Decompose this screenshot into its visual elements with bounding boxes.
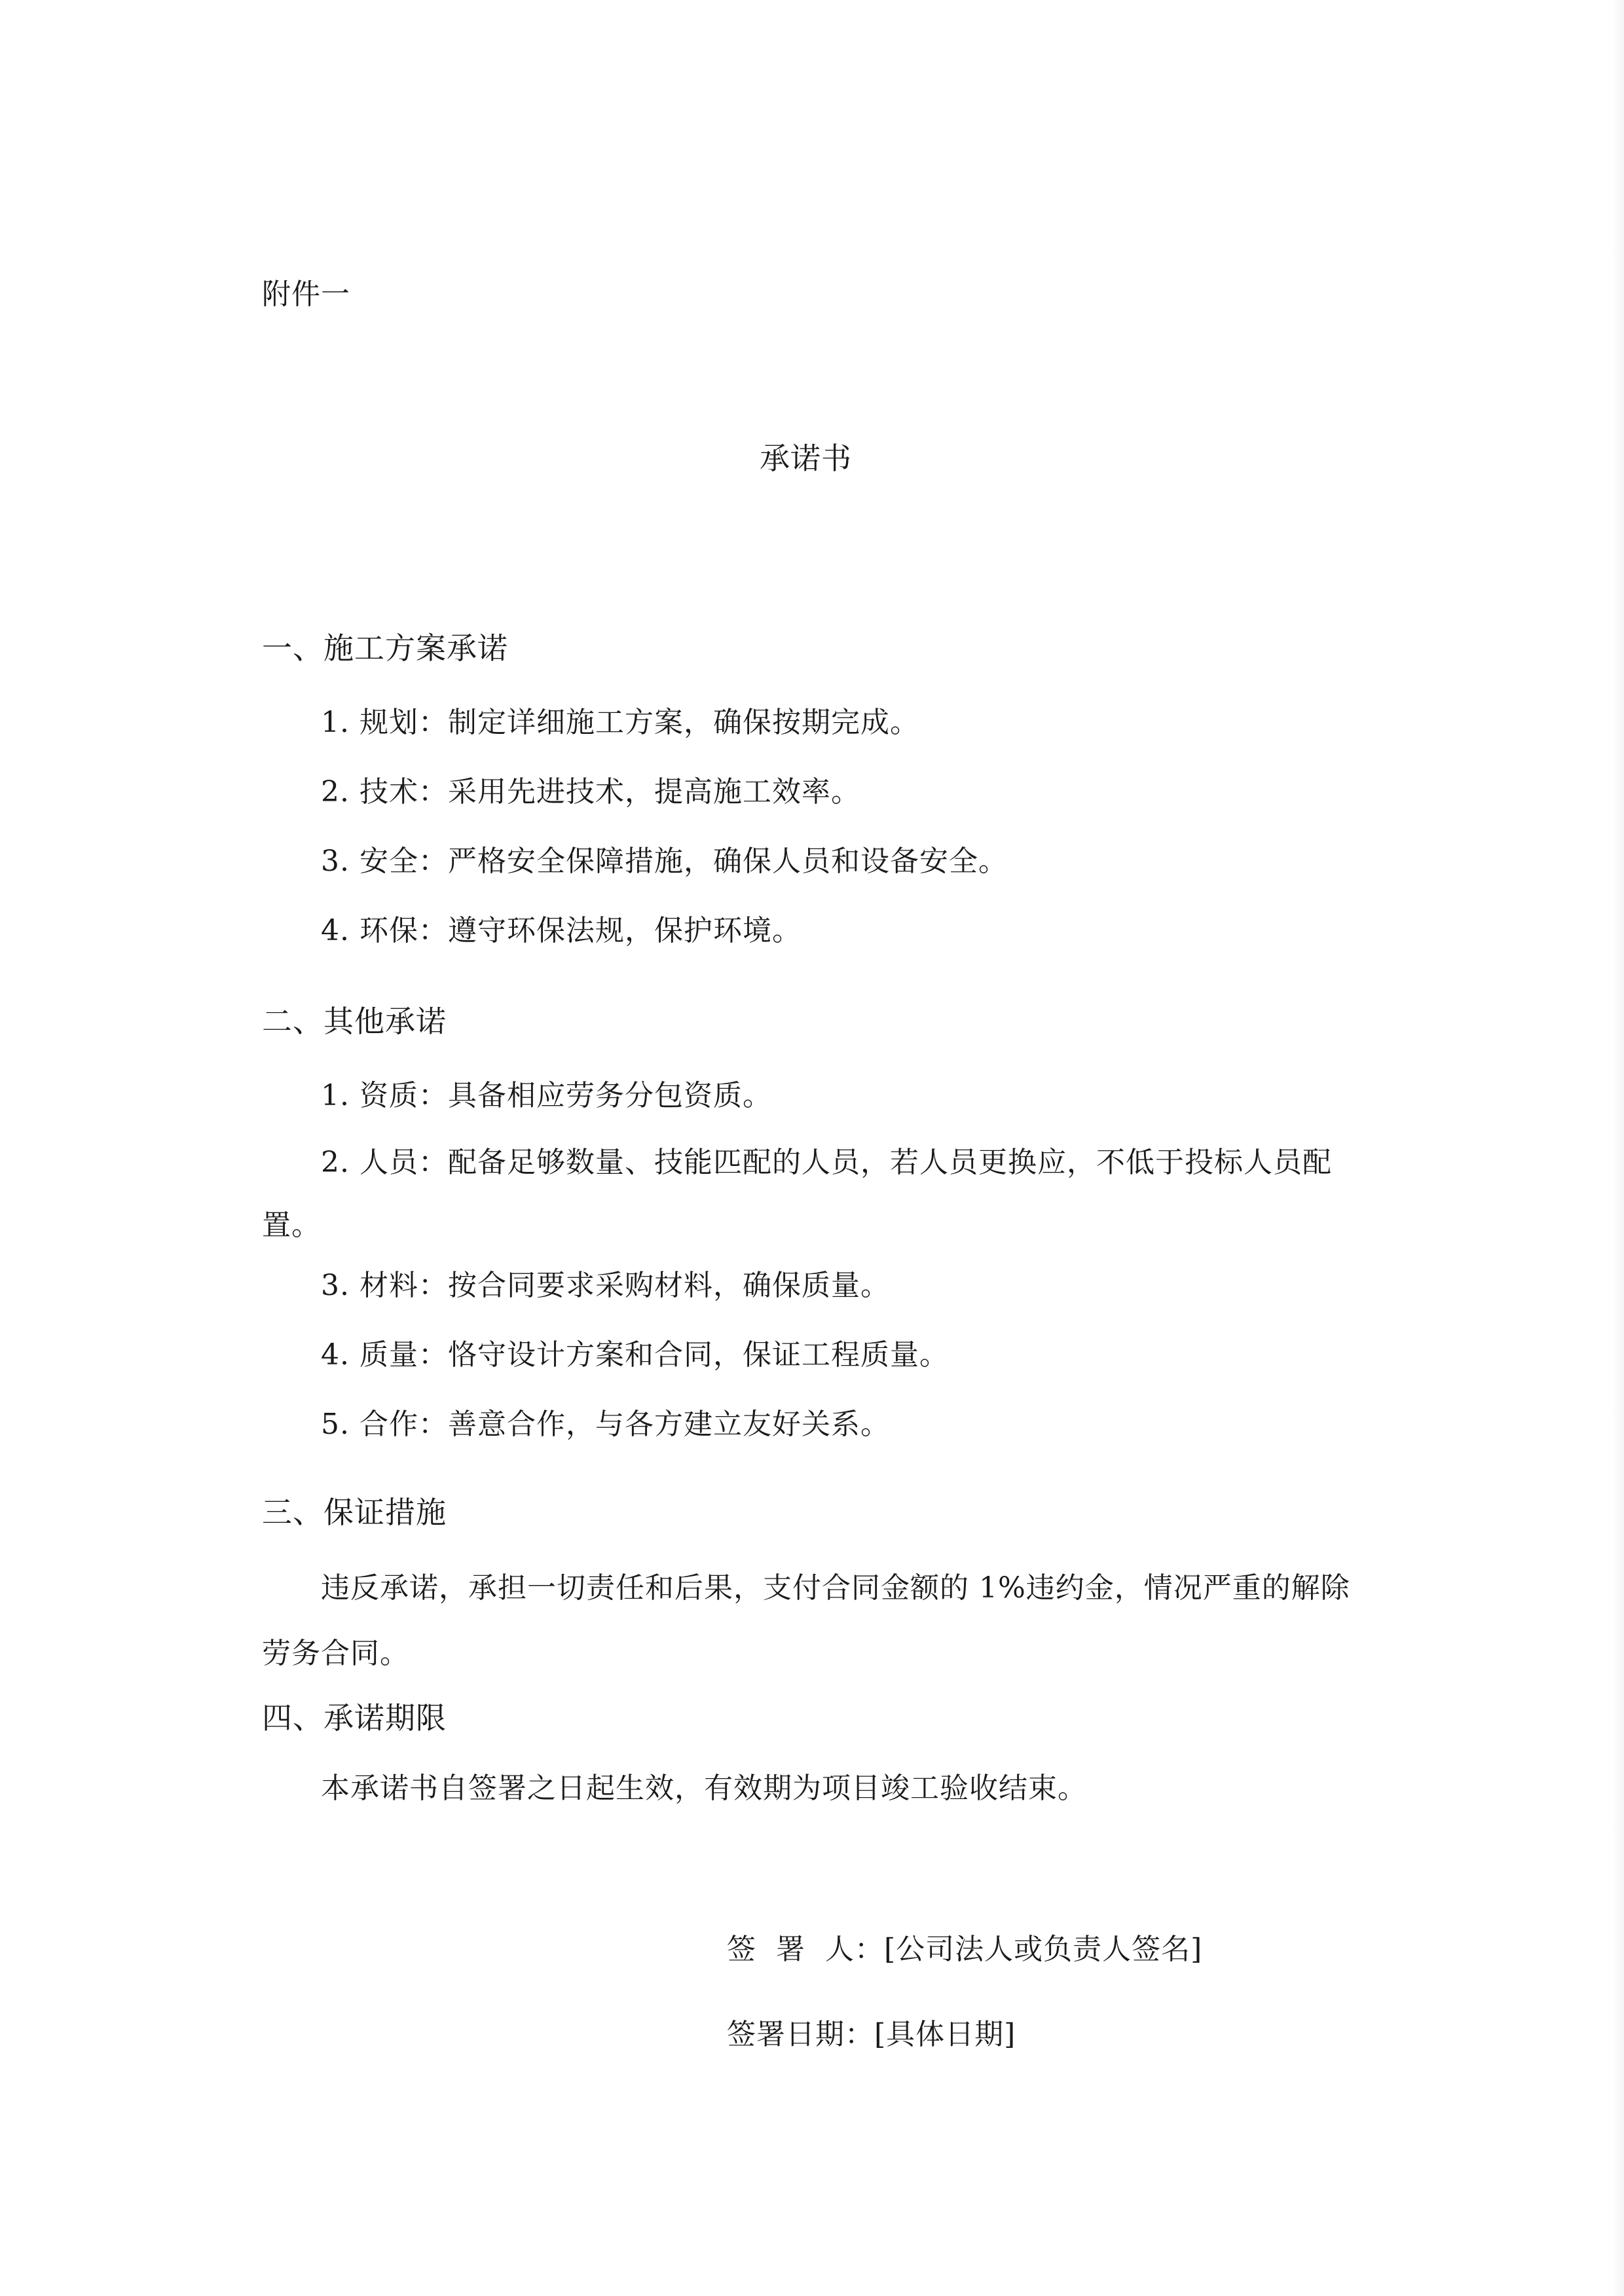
- section1-heading: 一、施工方案承诺: [262, 630, 508, 666]
- document-title: 承诺书: [760, 441, 852, 476]
- section4-body: 本承诺书自签署之日起生效，有效期为项目竣工验收结束。: [321, 1772, 1087, 1805]
- section3-body: 违反承诺，承担一切责任和后果，支付合同金额的 1%违约金，情况严重的解除劳务合同。: [262, 1571, 1350, 1670]
- sign-date-line: 签署日期：[具体日期]: [727, 2018, 1016, 2051]
- section2-item-3: 3. 材料：按合同要求采购材料，确保质量。: [321, 1269, 890, 1302]
- section2-item-2: 2. 人员：配备足够数量、技能匹配的人员，若人员更换应，不低于投标人员配置。: [262, 1146, 1332, 1242]
- section4-heading: 四、承诺期限: [262, 1700, 447, 1736]
- section1-item-4: 4. 环保：遵守环保法规，保护环境。: [321, 914, 802, 947]
- section1-item-1: 1. 规划：制定详细施工方案，确保按期完成。: [321, 706, 919, 739]
- attachment-label: 附件一: [262, 278, 350, 311]
- section1-item-3: 3. 安全：严格安全保障措施，确保人员和设备安全。: [321, 845, 1008, 878]
- scan-edge-shadow: [1612, 0, 1624, 2296]
- section2-heading: 二、其他承诺: [262, 1004, 447, 1039]
- section2-item-1: 1. 资质：具备相应劳务分包资质。: [321, 1079, 772, 1112]
- section2-item-4: 4. 质量：恪守设计方案和合同，保证工程质量。: [321, 1338, 949, 1372]
- section2-item-5: 5. 合作：善意合作，与各方建立友好关系。: [321, 1408, 890, 1441]
- signer-line: 签 署 人：[公司法人或负责人签名]: [727, 1933, 1203, 1966]
- section3-heading: 三、保证措施: [262, 1495, 447, 1530]
- section1-item-2: 2. 技术：采用先进技术，提高施工效率。: [321, 775, 860, 809]
